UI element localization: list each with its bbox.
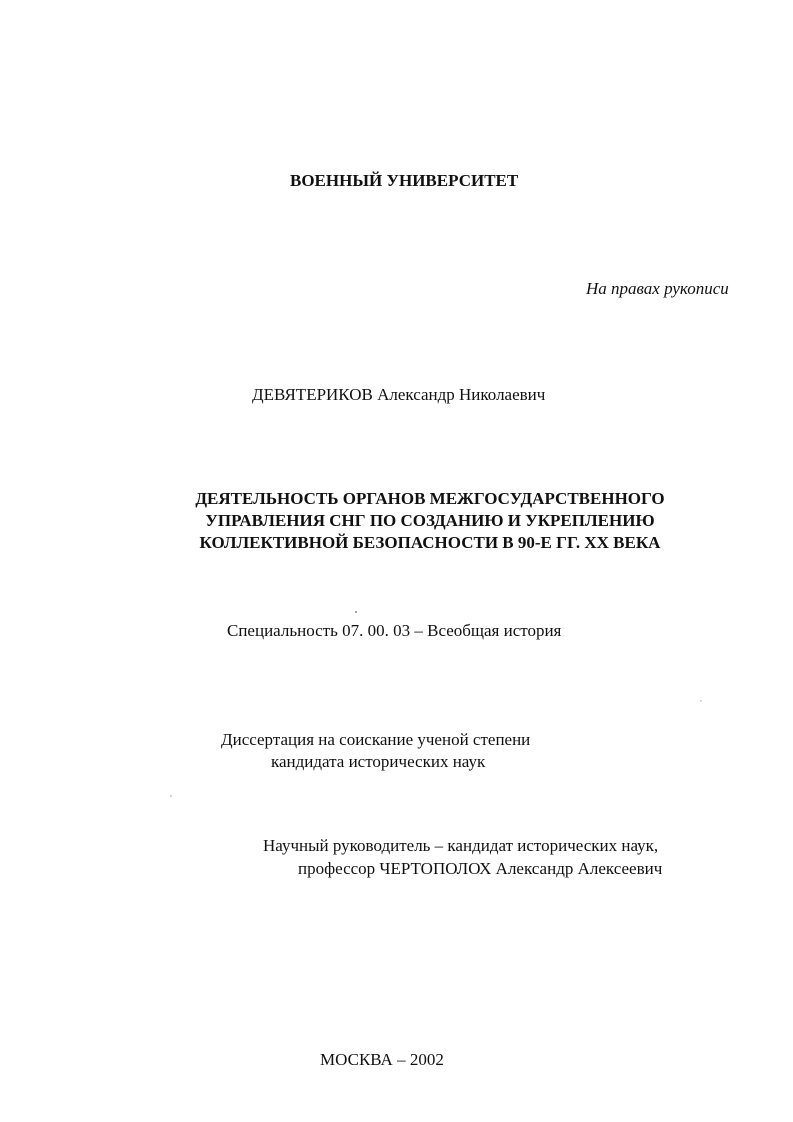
dissertation-title [140,488,720,554]
specialty-separator: – [414,621,423,640]
scan-speck [170,795,172,797]
title-line: УПРАВЛЕНИЯ СНГ ПО СОЗДАНИЮ И УКРЕПЛЕНИЮ [205,511,655,530]
title-line: ДЕЯТЕЛЬНОСТЬ ОРГАНОВ МЕЖГОСУДАРСТВЕННОГО [195,489,665,508]
specialty-name: Всеобщая история [427,621,562,640]
specialty-label: Специальность [227,621,338,640]
title-line: КОЛЛЕКТИВНОЙ БЕЗОПАСНОСТИ В 90-Е ГГ. XX ВЕКА [199,533,661,552]
specialty [227,621,561,641]
author-surname: ДЕВЯТЕРИКОВ [252,385,373,404]
author-given-names: Александр Николаевич [377,385,546,404]
supervisor-line2: профессор ЧЕРТОПОЛОХ Александр Алексеевич [298,859,663,878]
dissertation-degree-line2: кандидата исторических наук [271,752,486,771]
city-year: МОСКВА – 2002 [320,1050,444,1069]
dissertation-degree-line1: Диссертация на соискание ученой степени [221,730,531,749]
institution-name: ВОЕННЫЙ УНИВЕРСИТЕТ [290,171,519,190]
specialty-code: 07. 00. 03 [342,621,411,640]
scan-speck [355,611,357,613]
manuscript-note: На правах рукописи [586,279,729,298]
author-name [252,385,545,405]
scan-speck [700,700,702,702]
supervisor-line1: Научный руководитель – кандидат исторических наук, [263,836,659,855]
